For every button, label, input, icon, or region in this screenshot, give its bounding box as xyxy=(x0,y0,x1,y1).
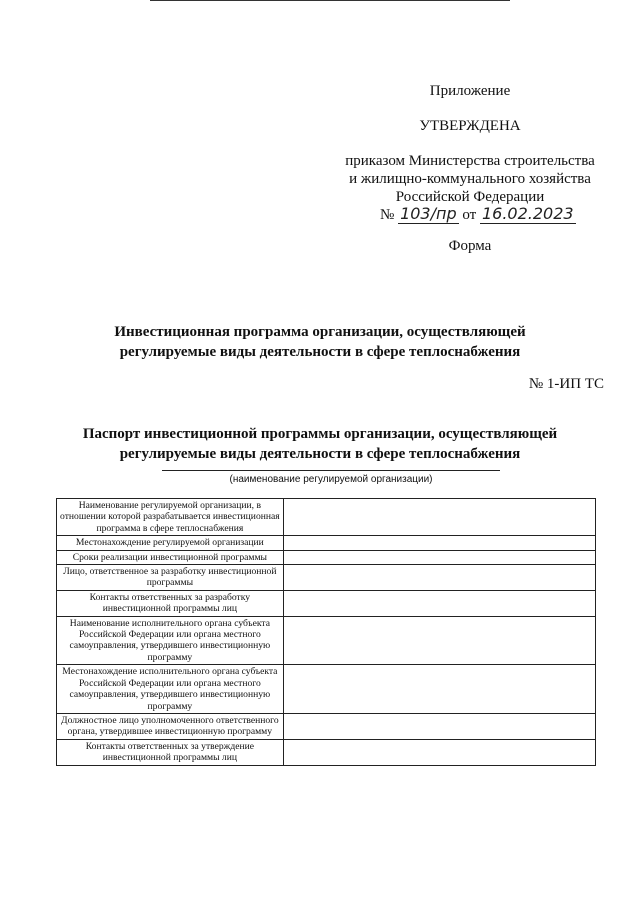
passport-title-line-1: Паспорт инвестиционной программы организации, осуществляющей xyxy=(82,426,558,442)
row-value xyxy=(283,565,595,591)
table-row xyxy=(57,713,596,739)
row-value xyxy=(283,536,595,550)
row-label: Наименование регулируемой организации, в отношении которой разрабатывается инвестиционная программа в сфере теплоснабжения xyxy=(57,499,284,536)
row-value xyxy=(283,550,595,564)
table-row xyxy=(57,536,596,550)
passport-table xyxy=(56,498,596,766)
order-block xyxy=(340,152,600,206)
table-row xyxy=(57,550,596,564)
row-label: Местонахождение регулируемой организации xyxy=(57,536,284,550)
row-value xyxy=(283,665,595,714)
order-number-line xyxy=(380,204,590,224)
handwritten-order-number: 103/пр xyxy=(400,204,457,223)
row-value xyxy=(283,590,595,616)
organization-name-caption: (наименование регулируемой организации) xyxy=(229,474,433,485)
row-value xyxy=(283,499,595,536)
row-value xyxy=(283,713,595,739)
document-title xyxy=(60,322,580,362)
form-label: Форма xyxy=(448,238,492,254)
top-scan-rule xyxy=(150,0,510,1)
title-line-2: регулируемые виды деятельности в сфере теплоснабжения xyxy=(119,344,521,360)
organization-name-line xyxy=(162,470,500,471)
title-line-1: Инвестиционная программа организации, осуществляющей xyxy=(114,324,526,340)
passport-title xyxy=(40,424,600,464)
row-value xyxy=(283,739,595,765)
date-prefix: от xyxy=(462,207,477,223)
order-line-2: и жилищно-коммунального хозяйства xyxy=(349,171,591,187)
passport-title-line-2: регулируемые виды деятельности в сфере теплоснабжения xyxy=(119,446,521,462)
row-value xyxy=(283,616,595,665)
row-label: Лицо, ответственное за разработку инвестиционной программы xyxy=(57,565,284,591)
table-row xyxy=(57,499,596,536)
table-row xyxy=(57,665,596,714)
row-label: Контакты ответственных за разработку инвестиционной программы лиц xyxy=(57,590,284,616)
order-line-1: приказом Министерства строительства xyxy=(345,153,595,169)
row-label: Наименование исполнительного органа субъекта Российской Федерации или органа местного самоуправления, утвердившего инвестиционную программу xyxy=(57,616,284,665)
row-label: Должностное лицо уполномоченного ответственного органа, утвердившее инвестиционную программу xyxy=(57,713,284,739)
order-line-3: Российской Федерации xyxy=(395,189,545,205)
approval-label: УТВЕРЖДЕНА xyxy=(419,118,521,134)
table-row xyxy=(57,739,596,765)
handwritten-order-date: 16.02.2023 xyxy=(481,204,574,223)
table-row xyxy=(57,565,596,591)
table-row xyxy=(57,590,596,616)
appendix-label: Приложение xyxy=(429,83,511,99)
row-label: Контакты ответственных за утверждение инвестиционной программы лиц xyxy=(57,739,284,765)
row-label: Местонахождение исполнительного органа субъекта Российской Федерации или органа местного самоуправления, утвердившего инвестиционную программу xyxy=(57,665,284,714)
number-sign: № xyxy=(380,207,395,223)
form-number: № 1-ИП ТС xyxy=(528,376,604,392)
table-row xyxy=(57,616,596,665)
row-label: Сроки реализации инвестиционной программы xyxy=(57,550,284,564)
